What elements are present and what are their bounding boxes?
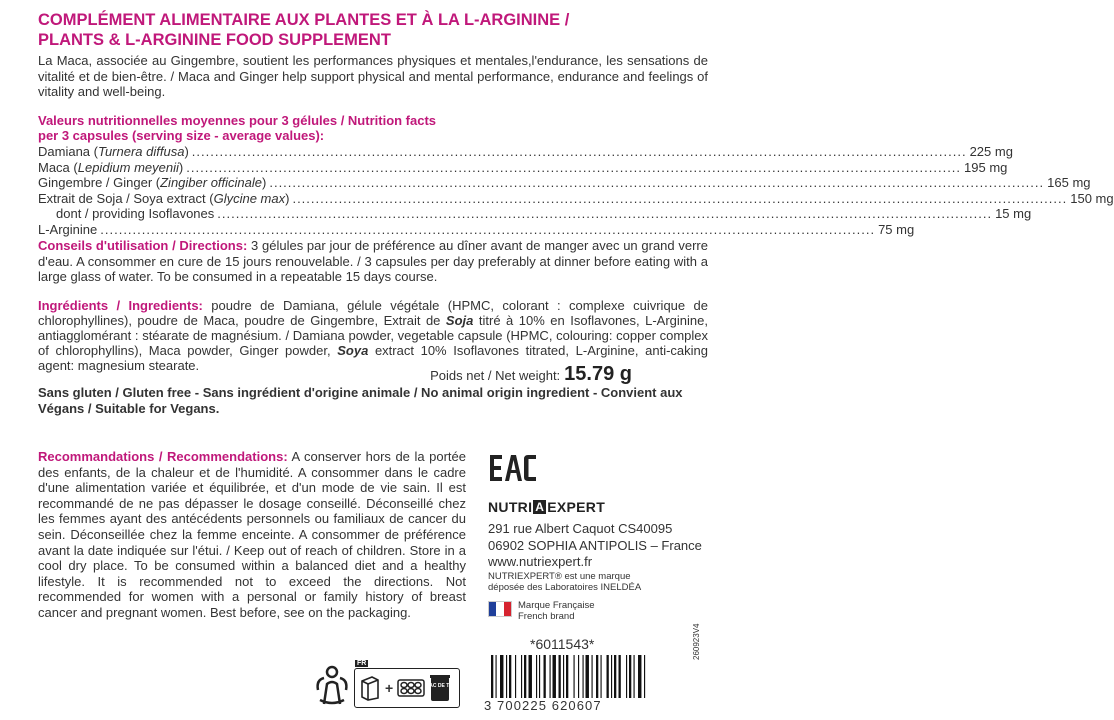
nutrition-title-line-1: Valeurs nutritionnelles moyennes pour 3 gélules / Nutrition facts — [38, 113, 437, 128]
address-line-2: 06902 SOPHIA ANTIPOLIS – France — [488, 537, 702, 553]
country-code-badge: FR — [357, 660, 367, 667]
flag-blue — [489, 602, 496, 616]
nutrition-latin: Turnera diffusa — [97, 144, 185, 159]
ingredients-text — [38, 298, 708, 373]
nutrition-label: Maca ( — [38, 159, 78, 175]
brand-logo — [488, 499, 605, 515]
ingredients-label: Ingrédients / Ingredients: — [38, 298, 203, 313]
allergen-soya: Soya — [337, 343, 369, 358]
dot-leader — [100, 222, 875, 238]
nutrition-row — [38, 206, 1032, 222]
recommendations-text — [38, 449, 466, 621]
nutrition-label: Gingembre / Ginger ( — [38, 175, 161, 190]
brand-name-part-2: EXPERT — [547, 499, 606, 515]
nutrition-label-end: ) — [178, 159, 184, 175]
flag-red — [504, 602, 511, 616]
dot-leader — [269, 175, 1044, 191]
dot-leader — [192, 144, 967, 160]
sorting-info-box — [354, 668, 460, 708]
nutrition-title — [38, 114, 708, 143]
recommendations-body: A conserver hors de la portée des enfants, de la chaleur et de l'humidité. A consommer dans le cadre d'une alimentation variée et équilibrée, et d'un mode de vie sain. Il est recommandé de ne pas dépasser le dosage conseillé. Déconseillé chez les femmes ayant des antécédents personnels ou familiaux de cancer du sein. Déconseillée chez la femme enceinte. A consommer de préférence avant la date indiquée sur l'étui. / Keep out of reach of children. Store in a cool dry place. To be consumed within a balanced diet and a healthy lifestyle. It is recommended not to exceed the directions. Not recommended for women with a personal or family history of breast cancer and pregnant women. Best before, see on the packaging. — [38, 449, 466, 620]
french-line-1: Marque Française — [518, 600, 595, 611]
product-code: *6011543* — [530, 636, 595, 652]
brand-name-part-1: NUTRI — [488, 499, 533, 515]
french-line-2: French brand — [518, 611, 575, 622]
heading — [38, 10, 708, 50]
sorting-bin-icon — [425, 674, 455, 702]
nutrition-title-line-2: per 3 capsules (serving size - average values): — [38, 127, 325, 143]
ingredients-part-3: extract 10% Isoflavones titrated, L-Arginine, anti-caking agent: magnesium stearate. — [38, 343, 708, 373]
barcode-digits: 3 700225 620607 — [484, 698, 700, 713]
nutrition-latin: Zingiber officinale — [160, 175, 262, 190]
nutrition-value: 165 mg — [1047, 175, 1091, 190]
brand-name-box: A — [535, 500, 545, 514]
french-flag-icon — [488, 601, 512, 617]
eac-conformity-icon — [488, 453, 538, 483]
french-brand-label — [518, 600, 595, 622]
intro-text: La Maca, associée au Gingembre, soutient les performances physiques et mentales,l'endurance, les sensations de vitalité et de bien-être. / Maca and Ginger help support physical and mental performance, endurance and feelings of vitality and well-being. — [38, 53, 708, 99]
net-weight — [430, 363, 632, 386]
dot-leader — [186, 160, 961, 176]
nutrition-latin: Glycine max — [213, 190, 286, 206]
nutrition-table — [38, 144, 1114, 237]
address-line-1: 291 rue Albert Caquot CS40095 — [488, 521, 673, 536]
flag-white — [496, 602, 503, 616]
nutrition-value: 195 mg — [964, 159, 1008, 175]
version-code: 260923V4 — [692, 623, 701, 660]
ingredients-part-2: titré à 10% en Isoflavones, L-Arginine, antiagglomérant : stéarate de magnésium. / Damiana powder, vegetable capsule (HPMC, colouring: copper complex of chlorophyllins), Maca powder, Ginger powder, — [38, 313, 708, 358]
allergen-soja: Soja — [445, 313, 474, 328]
ingredients-part-1: poudre de Damiana, gélule végétale (HPMC, colorant : complexe cuivrique de chlorophyllines), poudre de Maca, poudre de Gingembre, Extrait de — [38, 298, 708, 328]
nutrition-label: Damiana ( — [38, 144, 98, 159]
dot-leader — [217, 206, 992, 222]
dot-leader — [292, 191, 1067, 207]
directions-label: Conseils d'utilisation / Directions: — [38, 238, 248, 253]
nutrition-row — [38, 190, 1114, 207]
trademark-line-1: NUTRIEXPERT® est une marque — [488, 571, 631, 582]
nutrition-row — [38, 221, 915, 238]
heading-line-1: COMPLÉMENT ALIMENTAIRE AUX PLANTES ET À LA L-ARGININE / — [38, 11, 570, 29]
nutrition-row — [38, 144, 1013, 160]
blister-icon — [397, 679, 425, 697]
nutrition-label: dont / providing Isoflavones — [56, 206, 215, 221]
directions-body: 3 gélules par jour de préférence au dîner avant de manger avec un grand verre d'eau. A consommer en cure de 15 jours renouvelable. / 3 capsules per day preferably at dinner before eating with a large glass of water. To be consumed in a repeatable 15 days course. — [38, 238, 708, 284]
net-weight-value: 15.79 g — [564, 363, 632, 385]
nutrition-value: 75 mg — [878, 221, 915, 237]
nutrition-value: 150 mg — [1070, 190, 1114, 206]
nutrition-value: 15 mg — [995, 206, 1032, 221]
nutrition-label: Extrait de Soja / Soya extract ( — [38, 190, 214, 206]
net-weight-label: Poids net / Net weight: — [430, 368, 561, 383]
nutrition-latin: Lepidium meyenii — [77, 159, 179, 175]
website: www.nutriexpert.fr — [488, 554, 593, 569]
nutrition-value: 225 mg — [969, 144, 1013, 159]
nutrition-label: L-Arginine — [38, 221, 98, 237]
recommendations-label: Recommandations / Recommendations: — [38, 449, 288, 464]
brand-address — [488, 521, 702, 571]
heading-line-2: PLANTS & L-ARGININE FOOD SUPPLEMENT — [38, 31, 391, 49]
nutrition-row — [38, 159, 1008, 176]
trademark-line-2: déposée des Laboratoires INELDÉA — [488, 582, 642, 593]
dietary-claims: Sans gluten / Gluten free - Sans ingrédient d'origine animale / No animal origin ingredient - Convient aux Végans / Suitable for Vegans. — [38, 385, 683, 416]
directions-text — [38, 238, 708, 285]
trademark-notice — [488, 571, 641, 593]
nutrition-label-end: ) — [285, 190, 290, 206]
box-pack-icon — [359, 675, 381, 701]
nutrition-label-end: ) — [262, 175, 267, 190]
nutrition-label-end: ) — [184, 144, 189, 159]
triman-recycling-icon — [312, 660, 352, 706]
plus-icon: + — [385, 680, 394, 696]
nutrition-row — [38, 175, 1091, 191]
bin-text: BAC DE TRI — [425, 683, 455, 689]
